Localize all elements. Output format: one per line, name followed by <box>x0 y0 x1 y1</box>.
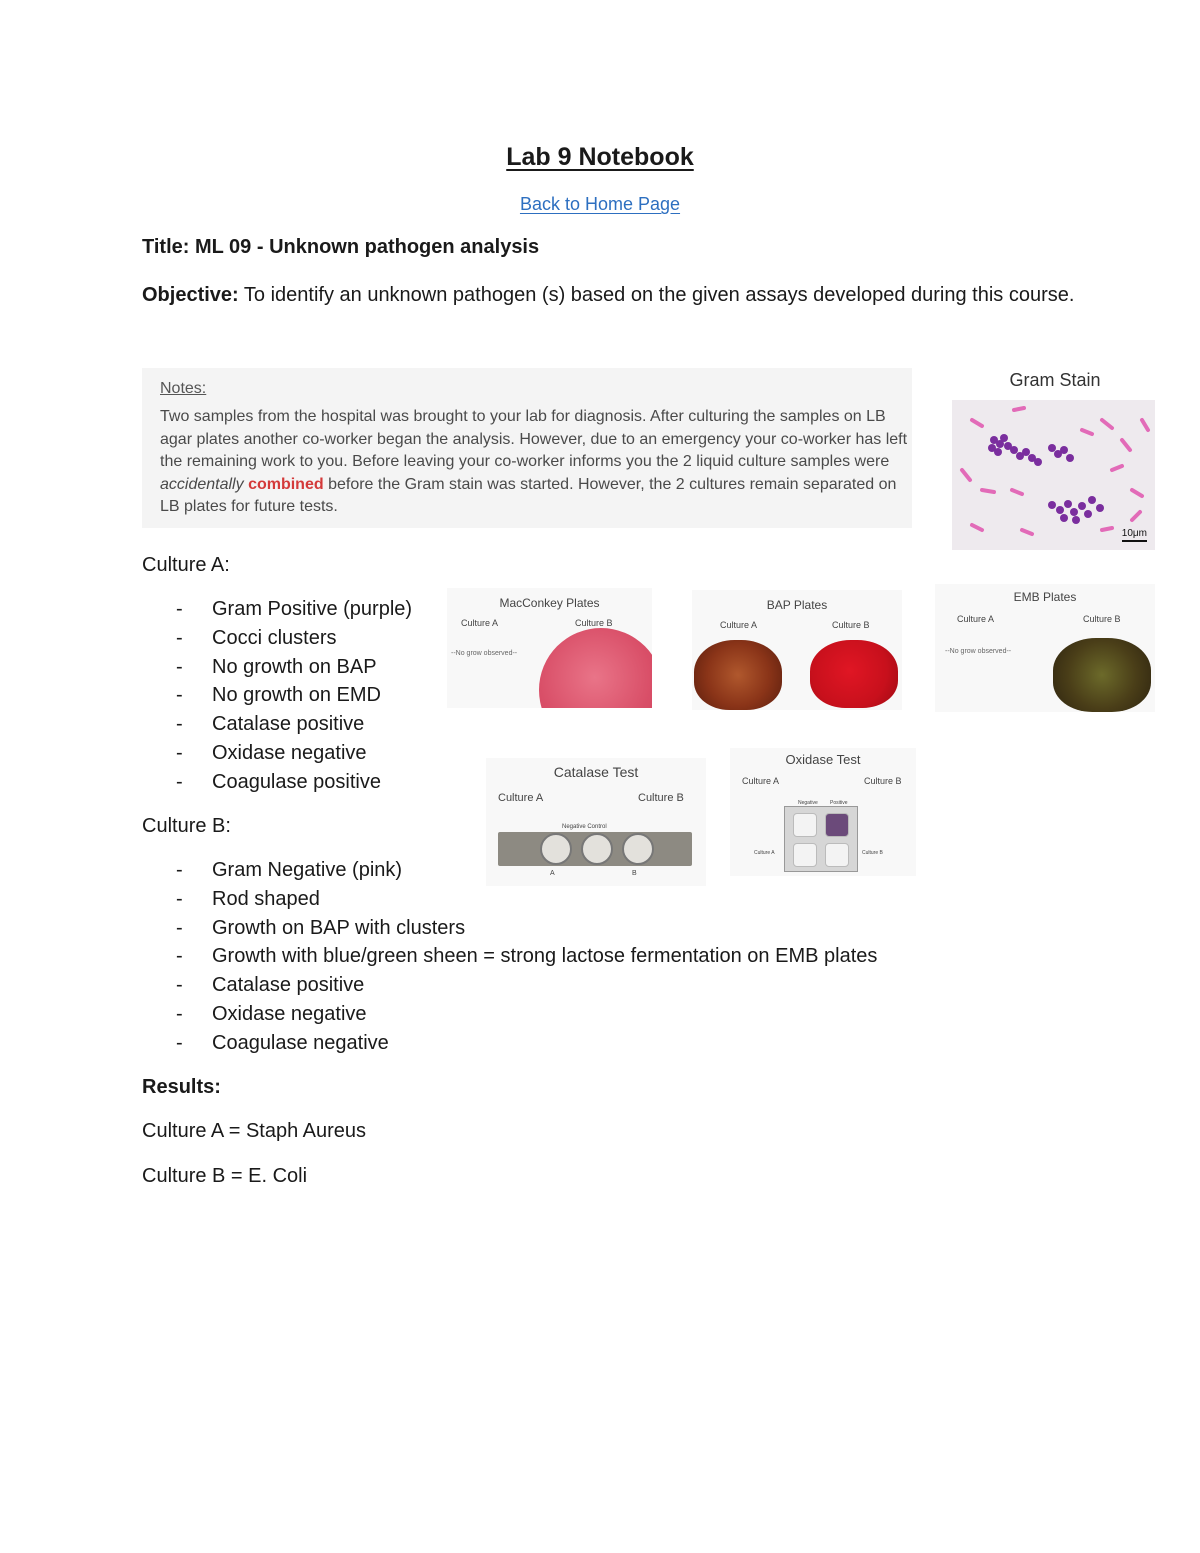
list-item: - Rod shaped <box>176 887 320 910</box>
list-item: - Coagulase positive <box>176 770 381 793</box>
list-item: - Oxidase negative <box>176 1002 367 1025</box>
catalase-control-label: Negative Control <box>562 824 607 830</box>
list-item: - Cocci clusters <box>176 626 337 649</box>
list-item: - Growth with blue/green sheen = strong lactose fermentation on EMB plates <box>176 945 878 968</box>
objective-text: To identify an unknown pathogen (s) based on the given assays developed during this course. <box>243 284 1075 306</box>
emb-col-b: Culture B <box>1083 614 1121 624</box>
oxidase-square-positive <box>825 813 849 837</box>
oxidase-row-a: Culture A <box>754 850 775 856</box>
culture-a-label: Culture A: <box>142 554 230 576</box>
notes-text <box>160 406 910 519</box>
emb-panel <box>935 584 1155 712</box>
gram-stain-micrograph <box>952 400 1155 550</box>
bap-col-a: Culture A <box>720 620 758 630</box>
rods <box>962 408 1148 534</box>
notes-text-highlight: combined <box>248 475 324 493</box>
title-line <box>142 236 539 259</box>
cocci-clusters <box>988 434 1104 524</box>
list-item: - No growth on BAP <box>176 655 377 678</box>
notes-text-italic: accidentally <box>160 475 244 493</box>
results-label: Results: <box>142 1076 221 1098</box>
emb-col-a: Culture A <box>957 614 995 624</box>
macconkey-no-growth: --No grow observed-- <box>451 650 518 657</box>
result-culture-a: Culture A = Staph Aureus <box>142 1120 367 1142</box>
notes-text-start: Two samples from the hospital was brought to your lab for diagnosis. After culturing the samples on LB agar plates another co-worker began the analysis. However, due to an emergency your co-worker has left the remaining work to you. Before leaving your co-worker informs you the 2 liquid culture samples were <box>160 408 908 470</box>
bap-col-b: Culture B <box>832 620 870 630</box>
culture-b-list <box>170 856 877 1058</box>
list-item: - Coagulase negative <box>176 1031 389 1054</box>
bap-plate-a <box>694 640 782 710</box>
objective-label: Objective: <box>142 284 239 306</box>
gram-stain-title: Gram Stain <box>1009 370 1101 390</box>
macconkey-plate-b <box>539 628 652 708</box>
oxidase-col-a: Culture A <box>742 776 780 786</box>
objective-line <box>142 280 1082 310</box>
title-value: ML 09 - Unknown pathogen analysis <box>194 236 540 258</box>
list-item: - Catalase positive <box>176 974 365 997</box>
catalase-title: Catalase Test <box>553 764 639 780</box>
title-label: Title: <box>142 236 190 258</box>
oxidase-square-negative <box>793 813 817 837</box>
emb-no-growth: --No grow observed-- <box>945 648 1012 655</box>
scale-bar-label: 10μm <box>1122 528 1147 542</box>
oxidase-negative-label: Negative <box>798 800 818 806</box>
list-item: - Growth on BAP with clusters <box>176 916 466 939</box>
macconkey-col-a: Culture A <box>461 618 499 628</box>
emb-title: EMB Plates <box>1013 590 1077 604</box>
catalase-b-mark: B <box>632 870 637 877</box>
emb-plate-b <box>1053 638 1151 712</box>
back-to-home-link[interactable]: Back to Home Page <box>519 194 681 214</box>
page-title: Lab 9 Notebook <box>506 143 694 171</box>
oxidase-title: Oxidase Test <box>785 752 861 767</box>
catalase-a-mark: A <box>550 870 555 877</box>
oxidase-positive-label: Positive <box>830 800 848 806</box>
macconkey-title: MacConkey Plates <box>499 596 600 610</box>
macconkey-col-b: Culture B <box>575 618 613 628</box>
oxidase-col-b: Culture B <box>864 776 902 786</box>
bap-title: BAP Plates <box>766 598 828 612</box>
list-item: - Catalase positive <box>176 713 365 736</box>
bap-panel <box>692 590 902 710</box>
notes-box <box>142 368 912 528</box>
macconkey-panel <box>447 588 652 708</box>
catalase-col-b: Culture B <box>638 792 684 804</box>
catalase-col-a: Culture A <box>498 792 544 804</box>
result-culture-b: Culture B = E. Coli <box>142 1165 308 1187</box>
notes-heading: Notes: <box>160 380 207 397</box>
notes-text-end: before the Gram stain was started. However, the 2 cultures remain separated on LB plates for future tests. <box>160 475 897 515</box>
culture-b-label: Culture B: <box>142 815 231 837</box>
gram-stain-panel <box>952 362 1158 552</box>
oxidase-row-b: Culture B <box>862 850 883 856</box>
list-item: - Gram Negative (pink) <box>176 859 403 881</box>
bap-plate-b <box>810 640 898 708</box>
culture-a-list <box>170 595 412 797</box>
list-item: - Oxidase negative <box>176 741 367 764</box>
list-item: - Gram Positive (purple) <box>176 598 413 620</box>
list-item: - No growth on EMD <box>176 684 381 707</box>
